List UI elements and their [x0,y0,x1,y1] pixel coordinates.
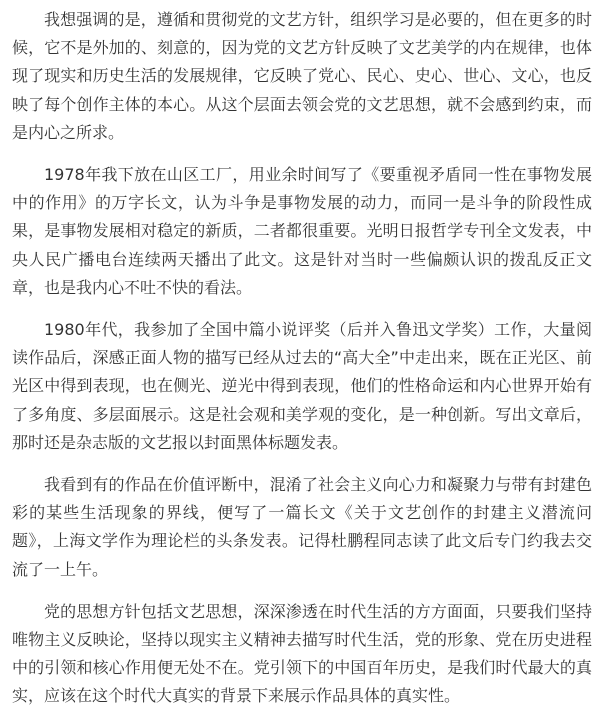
paragraph-1: 我想强调的是，遵循和贯彻党的文艺方针，组织学习是必要的，但在更多的时候，它不是外加的、刻意的，因为党的文艺方针反映了文艺美学的内在规律，也体现了现实和历史生活的发展规律，它反映了党心、民心、史心、世心、文心，也反映了每个创作主体的本心。从这个层面去领会党的文艺思想，就不会感到约束，而是内心之所求。 [12,10,592,142]
paragraph-5: 党的思想方针包括文艺思想，深深渗透在时代生活的方方面面，只要我们坚持唯物主义反映论，坚持以现实主义精神去描写时代生活，党的形象、党在历史进程中的引领和核心作用便无处不在。党引领下的中国百年历史，是我们时代最大的真实，应该在这个时代大真实的背景下来展示作品具体的真实性。 [12,601,592,706]
paragraph-2: 1978年我下放在山区工厂，用业余时间写了《要重视矛盾同一性在事物发展中的作用》的万字长文，认为斗争是事物发展的动力，而同一是斗争的阶段性成果，是事物发展相对稳定的新质，二者都很重要。光明日报哲学专刊全文发表，中央人民广播电台连续两天播出了此文。这是针对当时一些偏颇认识的拨乱反正文章，也是我内心不吐不快的看法。 [12,165,592,297]
paragraph-4: 我看到有的作品在价值评断中，混淆了社会主义向心力和凝聚力与带有封建色彩的某些生活现象的界线，便写了一篇长文《关于文艺创作的封建主义潜流问题》，上海文学作为理论栏的头条发表。记得杜鹏程同志读了此文后专门约我去交流了一上午。 [12,475,592,579]
paragraph-3: 1980年代，我参加了全国中篇小说评奖（后并入鲁迅文学奖）工作，大量阅读作品后，深感正面人物的描写已经从过去的“高大全”中走出来，既在正光区、前光区中得到表现，也在侧光、逆光中得到表现，他们的性格命运和内心世界开始有了多角度、多层面展示。这是社会观和美学观的变化，是一种创新。写出文章后，那时还是杂志版的文艺报以封面黑体标题发表。 [12,320,592,452]
